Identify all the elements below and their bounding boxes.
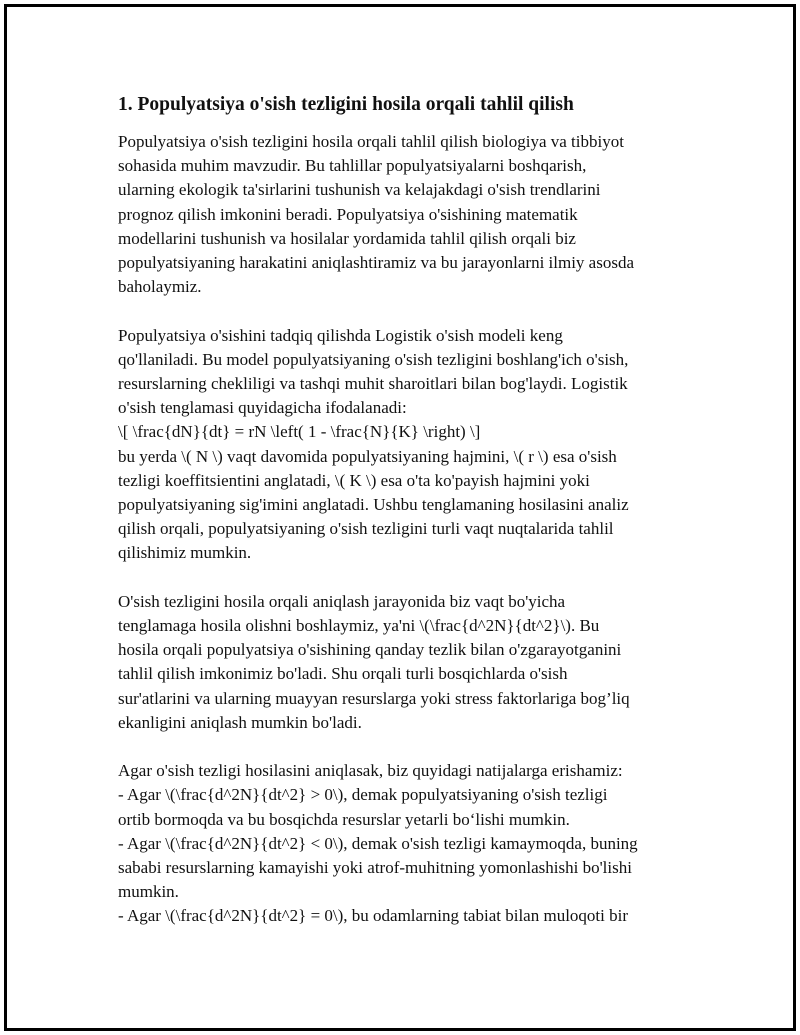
text-line: Populyatsiya o'sishini tadqiq qilishda Logistik o'sish modeli keng (118, 325, 563, 345)
text-line: tahlil qilish imkonimiz bo'ladi. Shu orqali turli bosqichlarda o'sish (118, 664, 568, 684)
text-line: modellarini tushunish va hosilalar yordamida tahlil qilish orqali biz (118, 228, 576, 248)
text-line: qilish orqali, populyatsiyaning o'sish tezligini turli vaqt nuqtalarida tahlil (118, 519, 614, 539)
text-line: Populyatsiya o'sish tezligini hosila orqali tahlil qilish biologiya va tibbiyot (118, 132, 624, 151)
text-line: sur'atlarini va ularning muayyan resurslarga yoki stress faktorlariga bog’liq (118, 688, 630, 708)
text-line: Agar o'sish tezligi hosilasini aniqlasak, biz quyidagi natijalarga erishamiz: (118, 761, 623, 781)
paragraph (118, 130, 688, 299)
document-body (118, 92, 688, 953)
text-line: qilishimiz mumkin. (118, 543, 252, 563)
text-line: sohasida muhim mavzudir. Bu tahlillar populyatsiyalarni boshqarish, (118, 156, 587, 176)
text-line: tezligi koeffitsientini anglatadi, \( K \) esa o'ta ko'payish hajmini yoki (118, 470, 590, 490)
paragraph (118, 759, 688, 928)
text-line: ortib bormoqda va bu bosqichda resurslar yetarli bo‘lishi mumkin. (118, 809, 570, 829)
section-heading: 1. Populyatsiya o'sish tezligini hosila orqali tahlil qilish (118, 94, 574, 115)
text-line: \[ \frac{dN}{dt} = rN \left( 1 - \frac{N}{K} \right) \] (118, 422, 481, 442)
text-line: sababi resurslarning kamayishi yoki atrof-muhitning yomonlashishi bo'lishi (118, 858, 632, 878)
text-line: mumkin. (118, 882, 179, 902)
text-line: populyatsiyaning sig'imini anglatadi. Ushbu tenglamaning hosilasini analiz (118, 495, 629, 515)
paragraph (118, 324, 688, 566)
paragraph-list (118, 130, 688, 929)
text-line: baholaymiz. (118, 277, 202, 297)
text-line: - Agar \(\frac{d^2N}{dt^2} = 0\), bu odamlarning tabiat bilan muloqoti bir (118, 906, 628, 926)
text-line: bu yerda \( N \) vaqt davomida populyatsiyaning hajmini, \( r \) esa o'sish (118, 446, 617, 466)
text-line: tenglamaga hosila olishni boshlaymiz, ya'ni \(\frac{d^2N}{dt^2}\). Bu (118, 616, 600, 636)
text-line: hosila orqali populyatsiya o'sishining qanday tezlik bilan o'zgarayotganini (118, 640, 622, 660)
text-line: - Agar \(\frac{d^2N}{dt^2} > 0\), demak populyatsiyaning o'sish tezligi (118, 785, 608, 805)
text-line: prognoz qilish imkonini beradi. Populyatsiya o'sishining matematik (118, 204, 578, 224)
text-line: populyatsiyaning harakatini aniqlashtiramiz va bu jarayonlarni ilmiy asosda (118, 253, 635, 273)
text-line: qo'llaniladi. Bu model populyatsiyaning o'sish tezligini boshlang'ich o'sish, (118, 349, 629, 369)
text-line: O'sish tezligini hosila orqali aniqlash jarayonida biz vaqt bo'yicha (118, 591, 566, 611)
paragraph (118, 590, 688, 735)
text-line: ekanligini aniqlash mumkin bo'ladi. (118, 712, 362, 732)
text-line: - Agar \(\frac{d^2N}{dt^2} < 0\), demak o'sish tezligi kamaymoqda, buning (118, 833, 638, 853)
text-line: o'sish tenglamasi quyidagicha ifodalanadi: (118, 398, 407, 418)
text-line: resurslarning chekliligi va tashqi muhit sharoitlari bilan bog'laydi. Logistik (118, 374, 628, 394)
text-line: ularning ekologik ta'sirlarini tushunish va kelajakdagi o'sish trendlarini (118, 180, 601, 200)
